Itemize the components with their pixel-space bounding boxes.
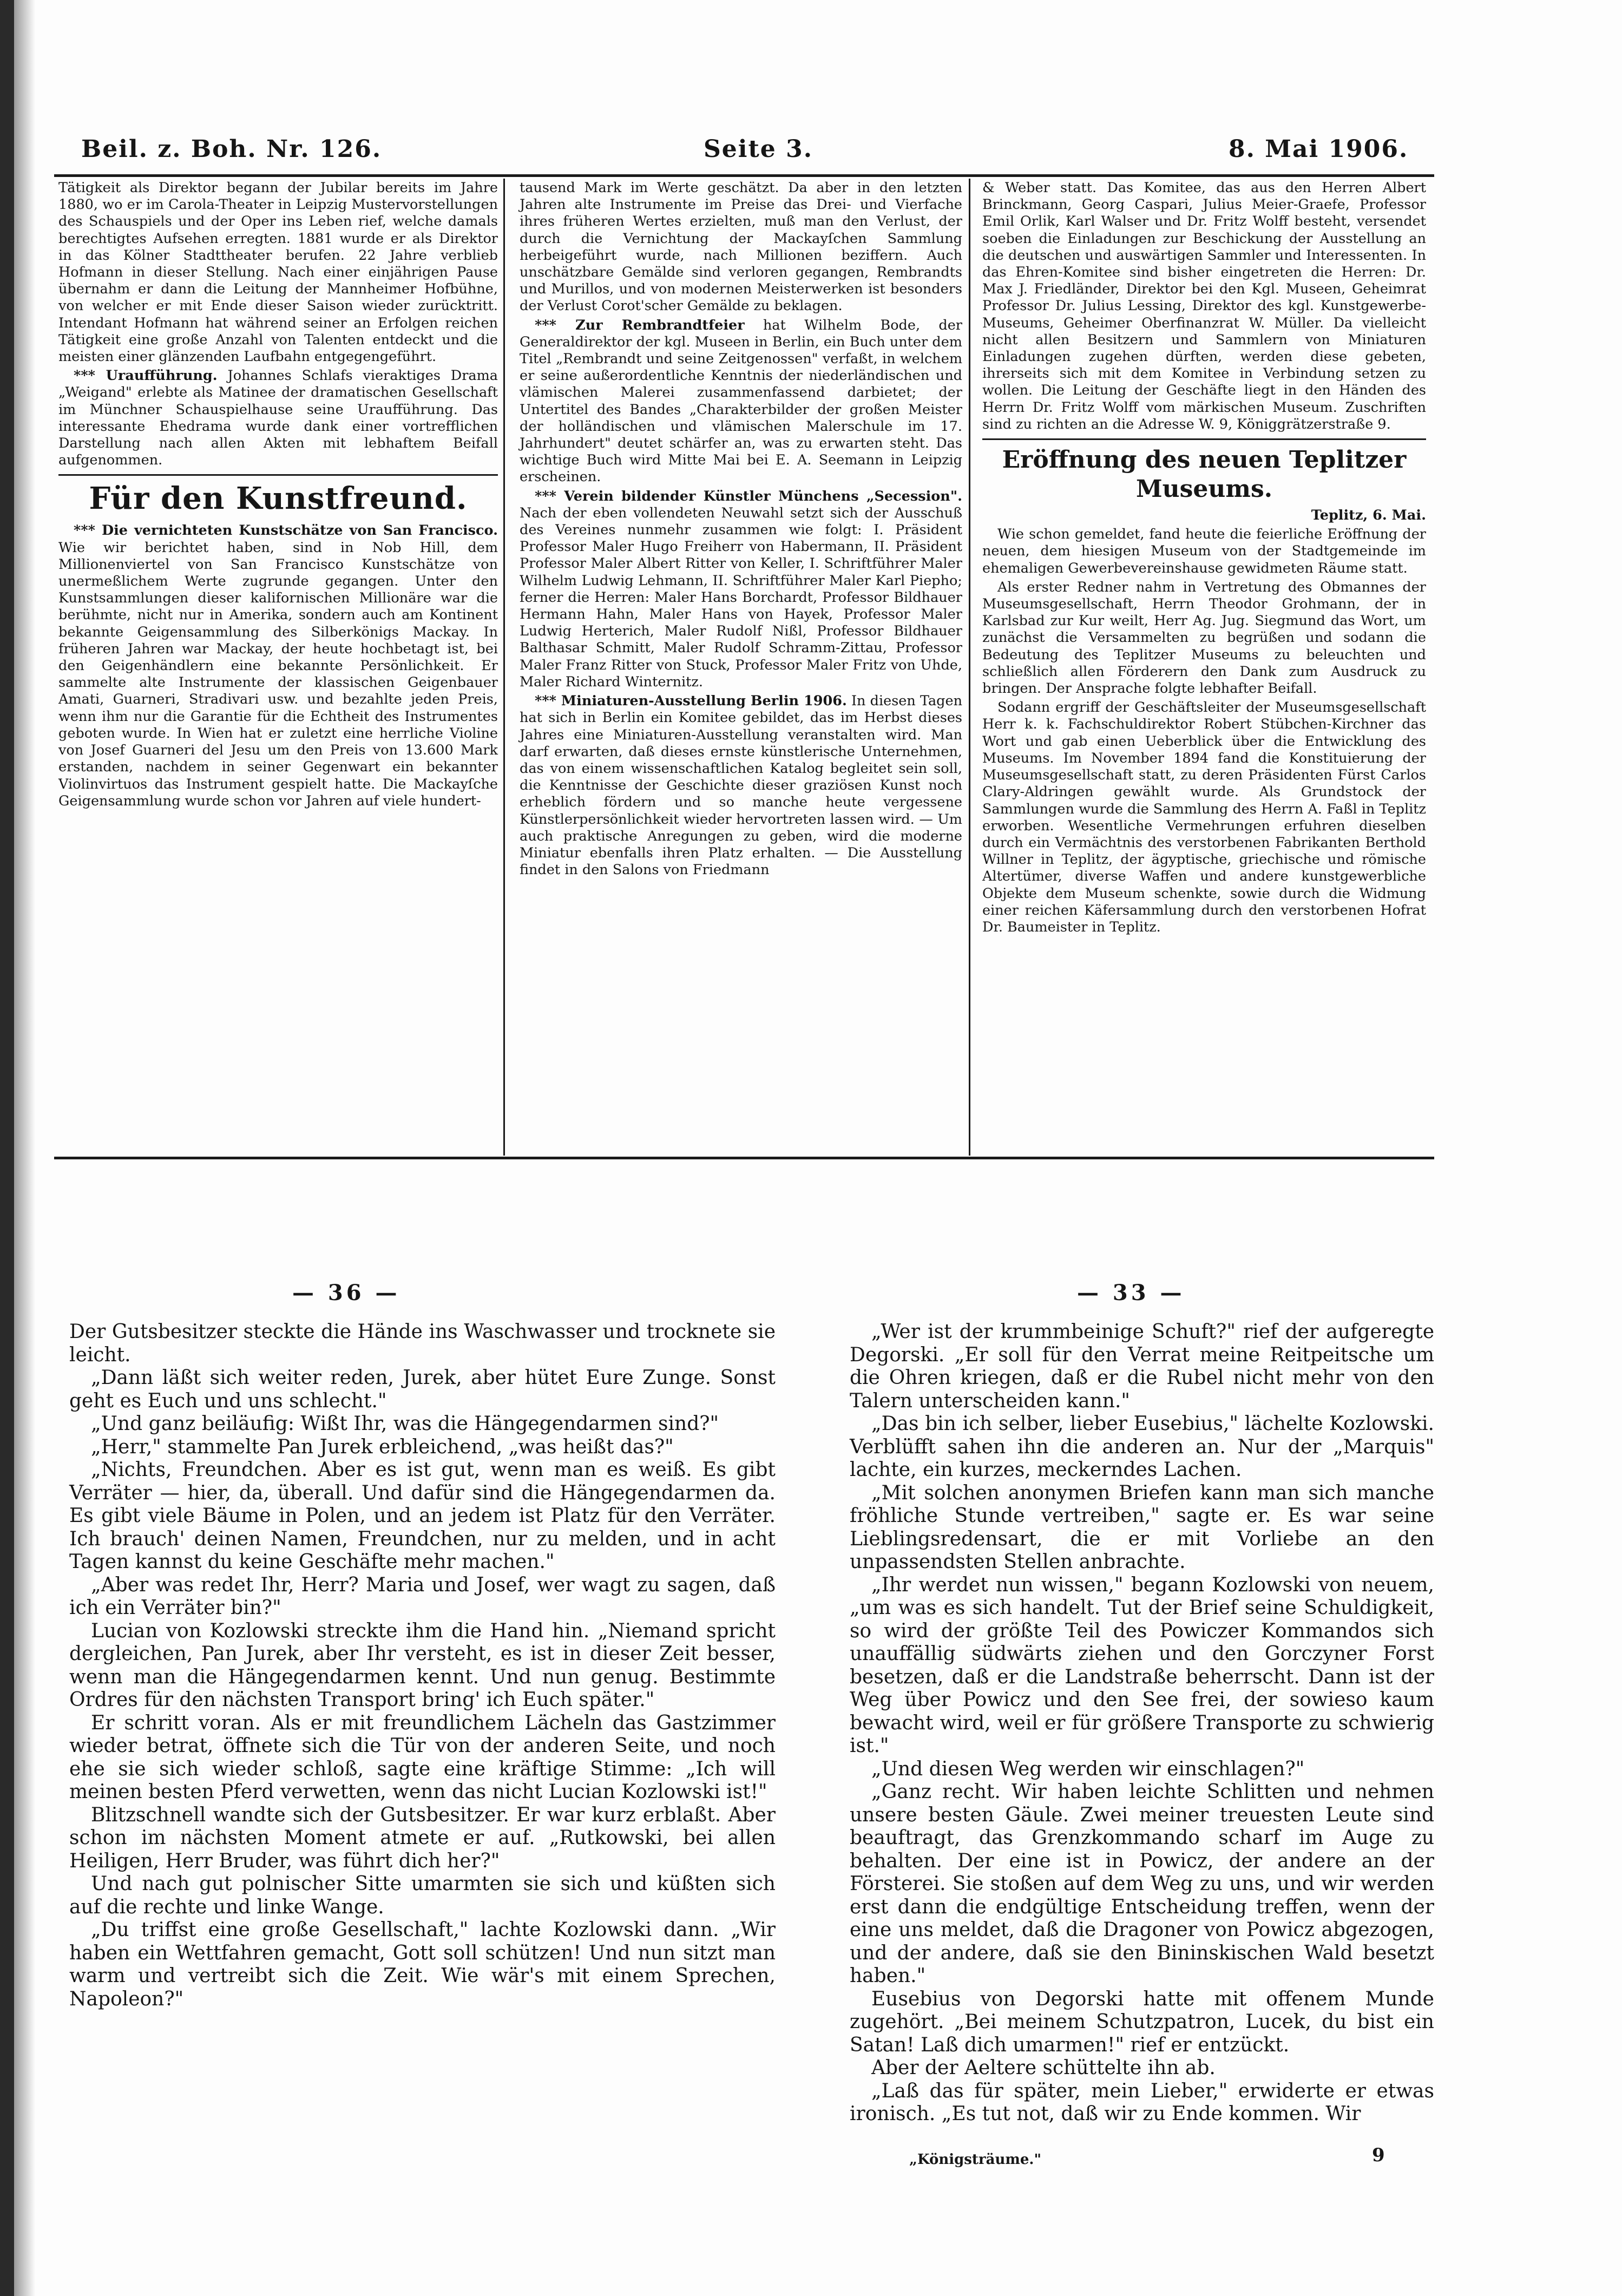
- header-issue: Beil. z. Boh. Nr. 126.: [81, 135, 382, 163]
- novel-left-paragraph: Der Gutsbesitzer steckte die Hände ins Waschwasser und trocknete sie leicht.: [69, 1321, 776, 1366]
- col1-paragraph-1: Tätigkeit als Direktor begann der Jubilar bereits im Jahre 1880, wo er im Carola-Theater in Leipzig Mustervorstellungen des Schauspiels und der Oper ins Leben rief, welche damals berechtigtes Aufsehen erregten. 1881 wurde er als Direktor in das Kölner Stadttheater berufen. 22 Jahre verblieb Hofmann in dieser Stellung. Nach einer einjährigen Pause übernahm er dann die Leitung der Mannheimer Hofbühne, von welcher er mit Ende dieser Saison wieder zurücktritt. Intendant Hofmann hat während seiner an Erfolgen reichen Tätigkeit eine große Anzahl von Talenten entdeckt und die meisten einer glänzenden Laufbahn entgegengeführt.: [58, 180, 498, 365]
- col2-paragraph-3: [520, 488, 962, 691]
- col3-paragraph-3: Als erster Redner nahm in Vertretung des Obmannes der Museumsgesellschaft, Herrn Theodor Grohmann, der in Karlsbad zur Kur weilt, Herr Ag. Jug. Siegmund das Wort, um zunächst die Versammelten zu begrüßen und sodann die Bedeutung des Teplitzer Museums zu beleuchten und schließlich allen Förderern den Dank zum Ausdruck zu bringen. Der Ansprache folgte lebhafter Beifall.: [982, 579, 1426, 697]
- novel-footer-number: 9: [1372, 2144, 1385, 2166]
- col1-p3-text: Wie wir berichtet haben, sind in Nob Hill, dem Millionenviertel von San Francisco Kunstschätze von unermeßlichem Werte zugrunde gegangen. Unter den Kunstsammlungen dieser kalifornischen Millionäre war die berühmte, nicht nur in Amerika, sondern auch am Kontinent bekannte Geigensammlung des Silberkönigs Mackay. In früheren Jahren war Mackay, der heute hochbetagt ist, bei den Geigenhändlern eine bekannte Persönlichkeit. Er sammelte alte Instrumente der klassischen Geigenbauer Amati, Guarneri, Stradivari usw. und bezahlte jeden Preis, wenn ihm nur die Garantie für die Echtheit des Instrumentes geboten wurde. In Wien hat er zuletzt eine herrliche Violine von Josef Guarneri del Jesu um den Preis von 13.600 Mark erstanden, nachdem in seiner Gegenwart ein bekannter Violinvirtuos das Instrument gespielt hatte. Die Mackayſche Geigensammlung wurde schon vor Jahren auf viele hundert-: [58, 539, 498, 809]
- novel-left-text: [69, 1321, 776, 2011]
- page-header: [81, 135, 1467, 173]
- col1-p2-heading: *** Uraufführung.: [74, 368, 218, 384]
- novel-right-paragraph: Eusebius von Degorski hatte mit offenem Munde zugehört. „Bei meinem Schutzpatron, Lucek, du bist ein Satan! Laß dich umarmen!" rief er entzückt.: [850, 1987, 1434, 2056]
- col3-paragraph-1: & Weber statt. Das Komitee, das aus den Herren Albert Brinckmann, Georg Caspari, Julius Meier-Graefe, Professor Emil Orlik, Karl Walser und Dr. Fritz Wolff besteht, versendet soeben die Einladungen zur Beschickung der Ausstellung an die deutschen und auswärtigen Sammler und Interessenten. In das Ehren-Komitee sind bisher eingetreten die Herren: Dr. Max J. Friedländer, Direktor bei den Kgl. Museen, Geheimrat Professor Dr. Julius Lessing, Direktor des kgl. Kunstgewerbe-Museums, Geheimer Oberfinanzrat W. Müller. Da vielleicht nicht allen Besitzern und Sammlern von Miniaturen Einladungen zugehen dürften, werden diese gebeten, ihrerseits sich mit dem Komitee in Verbindung setzen zu wollen. Die Leitung der Geschäfte liegt in den Händen des Herrn Dr. Fritz Wolff vom märkischen Museum. Zuschriften sind zu richten an die Adresse W. 9, Königgrätzerstraße 9.: [982, 180, 1426, 432]
- section-title-kunstfreund: Für den Kunstfreund.: [89, 481, 468, 517]
- novel-left-paragraph: „Du triffst eine große Gesellschaft," lachte Kozlowski dann. „Wir haben ein Wettfahren gemacht, Gott soll schützen! Und nun sitzt man warm und vertreibt sich die Zeit. Wie wär's mit einem Sprechen, Napoleon?": [69, 1919, 776, 2010]
- novel-right-paragraph: Aber der Aeltere schüttelte ihn ab.: [871, 2057, 1216, 2079]
- novel-left-paragraph: „Und ganz beiläufig: Wißt Ihr, was die Hängegendarmen sind?": [91, 1413, 719, 1435]
- col3-separator: [982, 438, 1426, 440]
- col2-p3-heading: *** Verein bildender Künstler Münchens „Secession".: [535, 488, 962, 504]
- col2-p3-text: Nach der eben vollendeten Neuwahl setzt sich der Ausschuß des Vereines nunmehr zusammen wie folgt: I. Präsident Professor Maler Hugo Freiherr von Habermann, II. Präsident Professor Maler Albert Ritter von Keller, I. Schriftführer Maler Wilhelm Ludwig Lehmann, II. Schriftführer Maler Karl Piepho; ferner die Herren: Maler Hans Borchardt, Professor Bildhauer Hermann Hahn, Maler Hans von Hayek, Professor Maler Ludwig Herterich, Maler Rudolf Nißl, Professor Bildhauer Balthasar Schmitt, Maler Rudolf Schramm-Zittau, Professor Maler Franz Ritter von Stuck, Professor Maler Fritz von Uhde, Maler Richard Winternitz.: [520, 504, 962, 690]
- novel-left-paragraph: „Aber was redet Ihr, Herr? Maria und Josef, wer wagt zu sagen, daß ich ein Verräter bin?": [69, 1573, 776, 1619]
- bottom-rule: [54, 1157, 1434, 1159]
- col2-p4-text: In diesen Tagen hat sich in Berlin ein Komitee gebildet, das im Herbst dieses Jahres eine Miniaturen-Ausstellung veranstalten wird. Man darf erwarten, daß dieses ernste künstlerische Unternehmen, das von einem wissenschaftlichen Katalog begleitet sein soll, die Kenntnisse der Geschichte dieser graziösen Kunst noch erheblich fördern und so manche heute vergessene Künstlerpersönlichkeit wieder hervortreten lassen wird. — Um auch praktische Anregungen zu geben, wird die moderne Miniatur ebenfalls ihren Platz erhalten. — Die Ausstellung findet in den Salons von Friedmann: [520, 693, 963, 878]
- column-divider-1: [503, 179, 505, 1156]
- scan-border: [0, 0, 14, 2296]
- article-dateline: Teplitz, 6. Mai.: [1311, 507, 1426, 524]
- novel-right-text: [850, 1321, 1434, 2126]
- novel-left-paragraph: „Herr," stammelte Pan Jurek erbleichend, „was heißt das?": [91, 1435, 674, 1458]
- novel-right-paragraph: „Ihr werdet nun wissen," begann Kozlowski von neuem, „um was es sich handelt. Tut der Brief seine Schuldigkeit, so wird der größte Teil des Powiczer Kommandos sich unauffällig südwärts ziehen und den Gorczyner Forst besetzen, daß er die Landstraße beherrscht. Dann ist der Weg über Powicz und den See frei, der sowieso kaum bewacht wird, weil er für größere Transporte zu schwierig ist.": [850, 1573, 1434, 1757]
- col2-p4-heading: *** Miniaturen-Ausstellung Berlin 1906.: [535, 693, 847, 710]
- column-1: [58, 180, 498, 812]
- novel-left-paragraph: Er schritt voran. Als er mit freundlichem Lächeln das Gastzimmer wieder betrat, öffnete sich die Tür von der anderen Seite, und noch ehe sie sich wieder schloß, sagte eine kräftige Stimme: „Ich will meinen besten Pferd verwetten, wenn das nicht Lucian Kozlowski ist!": [69, 1711, 776, 1803]
- novel-right-paragraph: „Ganz recht. Wir haben leichte Schlitten und nehmen unsere besten Gäule. Zwei meiner treuesten Leute sind beauftragt, das Grenzkommando scharf im Auge zu behalten. Der eine ist in Powicz, der andere an der Försterei. Sie stoßen auf dem Weg zu uns, und wir werden erst dann die endgültige Entscheidung treffen, wenn der eine uns meldet, daß die Dragoner von Powicz abgezogen, und der andere, daß sie den Bininskischen Wald besetzt haben.": [850, 1781, 1434, 1987]
- article-title-teplitz: Eröffnung des neuen Teplitzer Museums.: [1002, 446, 1407, 503]
- col2-p2-heading: *** Zur Rembrandtfeier: [535, 317, 745, 333]
- novel-right-paragraph: „Wer ist der krummbeinige Schuft?" rief der aufgeregte Degorski. „Er soll für den Verrat meine Reitpeitsche um die Ohren kriegen, daß er die Rubel nicht mehr von den Talern unterscheiden kann.": [850, 1321, 1434, 1412]
- header-rule: [54, 174, 1434, 177]
- novel-footer-title: „Königsträume.": [909, 2151, 1042, 2168]
- header-date: 8. Mai 1906.: [1229, 135, 1409, 163]
- col2-paragraph-1: tausend Mark im Werte geschätzt. Da aber in den letzten Jahren alte Instrumente im Preise das Drei- und Vierfache ihres früheren Wertes erzielten, muß man den Verlust, der durch die Vernichtung der Mackayſchen Sammlung herbeigeführt wurde, nach Millionen beziffern. Auch unschätzbare Gemälde sind verloren gegangen, Rembrandts und Murillos, und von modernen Meisterwerken ist besonders der Verlust Corot'scher Gemälde zu beklagen.: [520, 180, 962, 314]
- novel-right-paragraph: „Laß das für später, mein Lieber," erwiderte er etwas ironisch. „Es tut not, daß wir zu Ende kommen. Wir: [850, 2079, 1434, 2125]
- novel-right-paragraph: „Und diesen Weg werden wir einschlagen?": [871, 1757, 1305, 1780]
- col1-separator: [58, 474, 498, 476]
- col1-p2-text: Johannes Schlafs vieraktiges Drama „Weigand" erlebte als Matinee der dramatischen Gesellschaft im Münchner Schauspielhause seine Uraufführung. Das interessante Ehedrama wurde dank einer vortrefflichen Darstellung nach allen Akten mit lebhaftem Beifall aufgenommen.: [58, 368, 498, 469]
- novel-right-folio: — 33 —: [1077, 1280, 1185, 1306]
- novel-left-paragraph: Lucian von Kozlowski streckte ihm die Hand hin. „Niemand spricht dergleichen, Pan Jurek, aber Ihr versteht, es ist in dieser Zeit besser, wenn man die Hängegendarmen kennt. Und nun genug. Bestimmte Ordres für den nächsten Transport bring' ich Euch später.": [69, 1619, 776, 1711]
- col1-p3-heading: *** Die vernichteten Kunstschätze von San Francisco.: [74, 522, 498, 539]
- col2-p2-text: hat Wilhelm Bode, der Generaldirektor der kgl. Museen in Berlin, ein Buch unter dem Titel „Rembrandt und seine Zeitgenossen" verfaßt, in welchem er seine außerordentliche Kenntnis der niederländischen und vlämischen Malerei zusammenfassend darbietet; der Untertitel des Bandes „Charakterbilder der großen Meister der holländischen und vlämischen Malerschule im 17. Jahrhundert" deutet schärfer an, was zu erwarten steht. Das wichtige Buch wird Mitte Mai bei E. A. Seemann in Leipzig erscheinen.: [520, 317, 962, 486]
- column-2: [520, 180, 962, 881]
- col3-paragraph-4: Sodann ergriff der Geschäftsleiter der Museumsgesellschaft Herr k. k. Fachschuldirektor Robert Stübchen-Kirchner das Wort und gab einen Ueberblick über die Entwicklung des Museums. Im November 1894 fand die Konstituierung der Museumsgesellschaft statt, zu deren Präsidenten Fürst Carlos Clary-Aldringen gewählt wurde. Als Grundstock der Sammlungen wurde die Sammlung des Herrn A. Faßl in Teplitz erworben. Wesentliche Vermehrungen erfuhren dieselben durch ein Vermächtnis des verstorbenen Fabrikanten Berthold Willner in Teplitz, der ägyptische, griechische und römische Altertümer, diverse Waffen und andere kunstgewerbliche Objekte dem Museum schenkte, sowie durch die Widmung einer reichen Käfersammlung durch den verstorbenen Hofrat Dr. Baumeister in Teplitz.: [982, 699, 1426, 935]
- col2-paragraph-2: [520, 317, 962, 486]
- header-page: Seite 3.: [704, 135, 813, 163]
- col2-paragraph-4: [520, 693, 962, 878]
- scan-shadow: [14, 0, 36, 2296]
- column-divider-2: [969, 179, 970, 1156]
- novel-left-paragraph: Blitzschnell wandte sich der Gutsbesitzer. Er war kurz erblaßt. Aber schon im nächsten Moment atmete er auf. „Rutkowski, bei allen Heiligen, Herr Bruder, was führt dich her?": [69, 1803, 776, 1872]
- novel-right-paragraph: „Mit solchen anonymen Briefen kann man sich manche fröhliche Stunde vertreiben," sagte er. Es war seine Lieblingsredensart, die er mit Vorliebe an den unpassendsten Stellen anbrachte.: [850, 1481, 1434, 1573]
- col1-paragraph-3: [58, 522, 498, 809]
- novel-left-folio: — 36 —: [292, 1280, 400, 1306]
- novel-left-paragraph: „Dann läßt sich weiter reden, Jurek, aber hütet Eure Zunge. Sonst geht es Euch und uns schlecht.": [69, 1367, 776, 1412]
- novel-left-paragraph: Und nach gut polnischer Sitte umarmten sie sich und küßten sich auf die rechte und linke Wange.: [69, 1873, 776, 1918]
- novel-left-paragraph: „Nichts, Freundchen. Aber es ist gut, wenn man es weiß. Es gibt Verräter — hier, da, überall. Und dafür sind die Hängegendarmen da. Es gibt viele Bäume in Polen, und an jedem ist Platz für den Verräter. Ich brauch' deinen Namen, Freundchen, nur zu melden, und in acht Tagen kannst du keine Geschäfte mehr machen.": [69, 1459, 776, 1573]
- col3-paragraph-2: Wie schon gemeldet, fand heute die feierliche Eröffnung der neuen, dem hiesigen Museum von der Stadtgemeinde im ehemaligen Gewerbevereinshause gewidmeten Räume statt.: [982, 526, 1426, 576]
- column-3: [982, 180, 1426, 938]
- col1-paragraph-2: [58, 368, 498, 469]
- novel-right-paragraph: „Das bin ich selber, lieber Eusebius," lächelte Kozlowski. Verblüfft sahen ihn die anderen an. Nur der „Marquis" lachte, ein kurzes, meckerndes Lachen.: [850, 1413, 1434, 1481]
